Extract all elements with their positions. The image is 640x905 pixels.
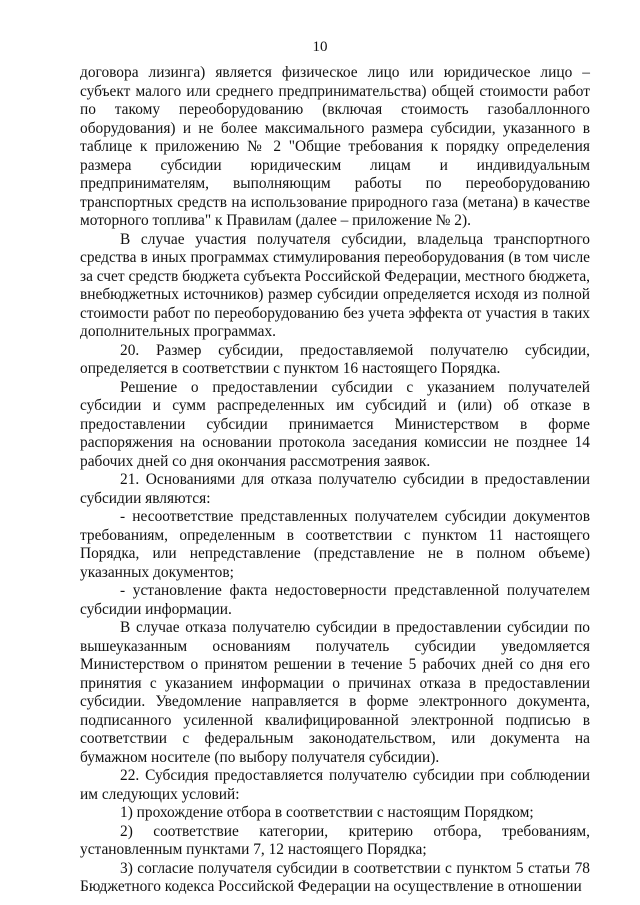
paragraph-clause-21: 21. Основаниями для отказа получателю субсидии в предоставлении субсидии являются: <box>80 471 590 507</box>
paragraph-refusal-notice: В случае отказа получателю субсидии в предоставлении субсидии по вышеуказанным основаниям получатель субсидии уведомляется Министерством о принятом решении в течение 5 рабочих дней со дня его принятия с указанием информации о причинах отказа в предоставлении субсидии. Уведомление направляется в форме электронного документа, подписанного усиленной квалифицированной электронной подписью в соответствии с федеральным законодательством, или документа на бумажном носителе (по выбору получателя субсидии). <box>80 619 590 766</box>
paragraph-leasing-continuation: договора лизинга) является физическое лицо или юридическое лицо – субъект малого или среднего предпринимательства) общей стоимости работ по такому переоборудованию (включая стоимость газобаллонного оборудования) и не более максимального размера субсидии, указанного в таблице к приложению № 2 "Общие требования к порядку определения размера субсидии юридическим лицам и индивидуальным предпринимателям, выполняющим работы по переоборудованию транспортных средств на использование природного газа (метана) в качестве моторного топлива" к Правилам (далее – приложение № 2). <box>80 64 590 229</box>
list-item-condition-2: 2) соответствие категории, критерию отбора, требованиям, установленным пунктами 7, 12 настоящего Порядка; <box>80 822 590 858</box>
paragraph-other-programs: В случае участия получателя субсидии, владельца транспортного средства в иных программах стимулирования переоборудования (в том числе за счет средств бюджета субъекта Российской Федерации, местного бюджета, внебюджетных источников) размер субсидии определяется исходя из полной стоимости работ по переоборудованию без учета эффекта от участия в таких дополнительных программах. <box>80 230 590 340</box>
paragraph-clause-20: 20. Размер субсидии, предоставляемой получателю субсидии, определяется в соответствии с пунктом 16 настоящего Порядка. <box>80 341 590 377</box>
list-item-false-information: - установление факта недостоверности представленной получателем субсидии информации. <box>80 582 590 618</box>
paragraph-clause-22: 22. Субсидия предоставляется получателю субсидии при соблюдении им следующих условий: <box>80 767 590 803</box>
list-item-condition-3: 3) согласие получателя субсидии в соответствии с пунктом 5 статьи 78 Бюджетного кодекса Российской Федерации на осуществление в отношении <box>80 859 590 895</box>
paragraph-decision: Решение о предоставлении субсидии с указанием получателей субсидии и сумм распределенных им субсидий и (или) об отказе в предоставлении субсидии принимается Министерством в форме распоряжения на основании протокола заседания комиссии не позднее 14 рабочих дней со дня окончания рассмотрения заявок. <box>80 378 590 470</box>
page-number: 10 <box>312 39 328 55</box>
document-body <box>80 64 590 897</box>
list-item-condition-1: 1) прохождение отбора в соответствии с настоящим Порядком; <box>120 804 534 821</box>
list-item-noncompliance: - несоответствие представленных получателем субсидии документов требованиям, определенным в соответствии с пунктом 11 настоящего Порядка, или непредставление (представление не в полном объеме) указанных документов; <box>80 508 590 581</box>
